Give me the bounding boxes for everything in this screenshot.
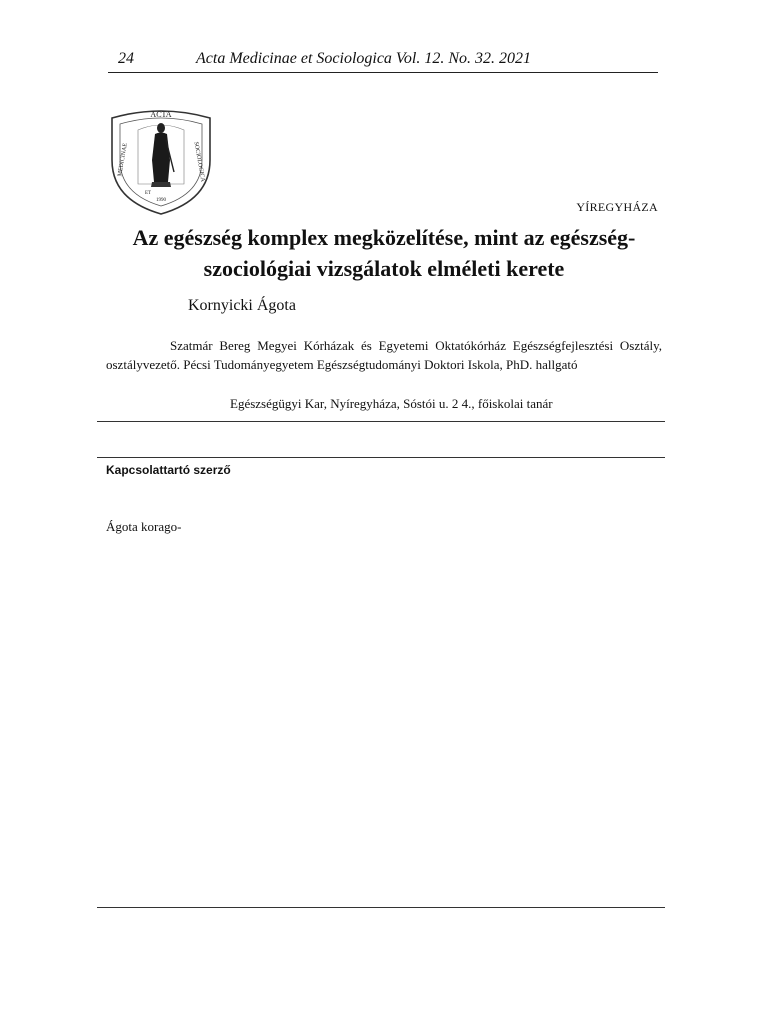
seal-icon (108, 100, 214, 216)
article-title: Az egészség komplex megközelítése, mint az egészség-szociológiai vizsgálatok elméleti kerete (132, 225, 636, 281)
contact-label: Kapcsolattartó szerző (106, 463, 231, 477)
header-rule (108, 72, 658, 73)
contact-name: Ágota korago- (106, 519, 182, 534)
divider-rule (97, 421, 665, 422)
svg-text:1990: 1990 (156, 198, 166, 203)
journal-title: Acta Medicinae et Sociologica Vol. 12. No. 32. 2021 (196, 50, 532, 67)
svg-text:SOCIOLOGICA: SOCIOLOGICA (192, 141, 206, 183)
author-affiliation: Szatmár Bereg Megyei Kórházak és Egyetemi Oktatókórház Egészségfejlesztési Osztály, osztályvezető. Pécsi Tudományegyetem Egészségtudományi Doktori Iskola, PhD. hallgató (106, 338, 662, 372)
journal-logo (108, 100, 214, 216)
city-label: YÍREGYHÁZA (576, 200, 658, 214)
svg-text:ET: ET (144, 191, 152, 196)
svg-text:ACTA: ACTA (150, 110, 172, 119)
author-name: Kornyicki Ágota (188, 297, 296, 314)
svg-text:MEDICINAE: MEDICINAE (117, 142, 129, 177)
running-header (108, 48, 658, 74)
author-affiliation-2: Egészségügyi Kar, Nyíregyháza, Sóstói u. 2 4., főiskolai tanár (230, 396, 553, 411)
page-number: 24 (118, 50, 134, 67)
footnote-rule (97, 907, 665, 908)
contact-rule (97, 457, 665, 458)
